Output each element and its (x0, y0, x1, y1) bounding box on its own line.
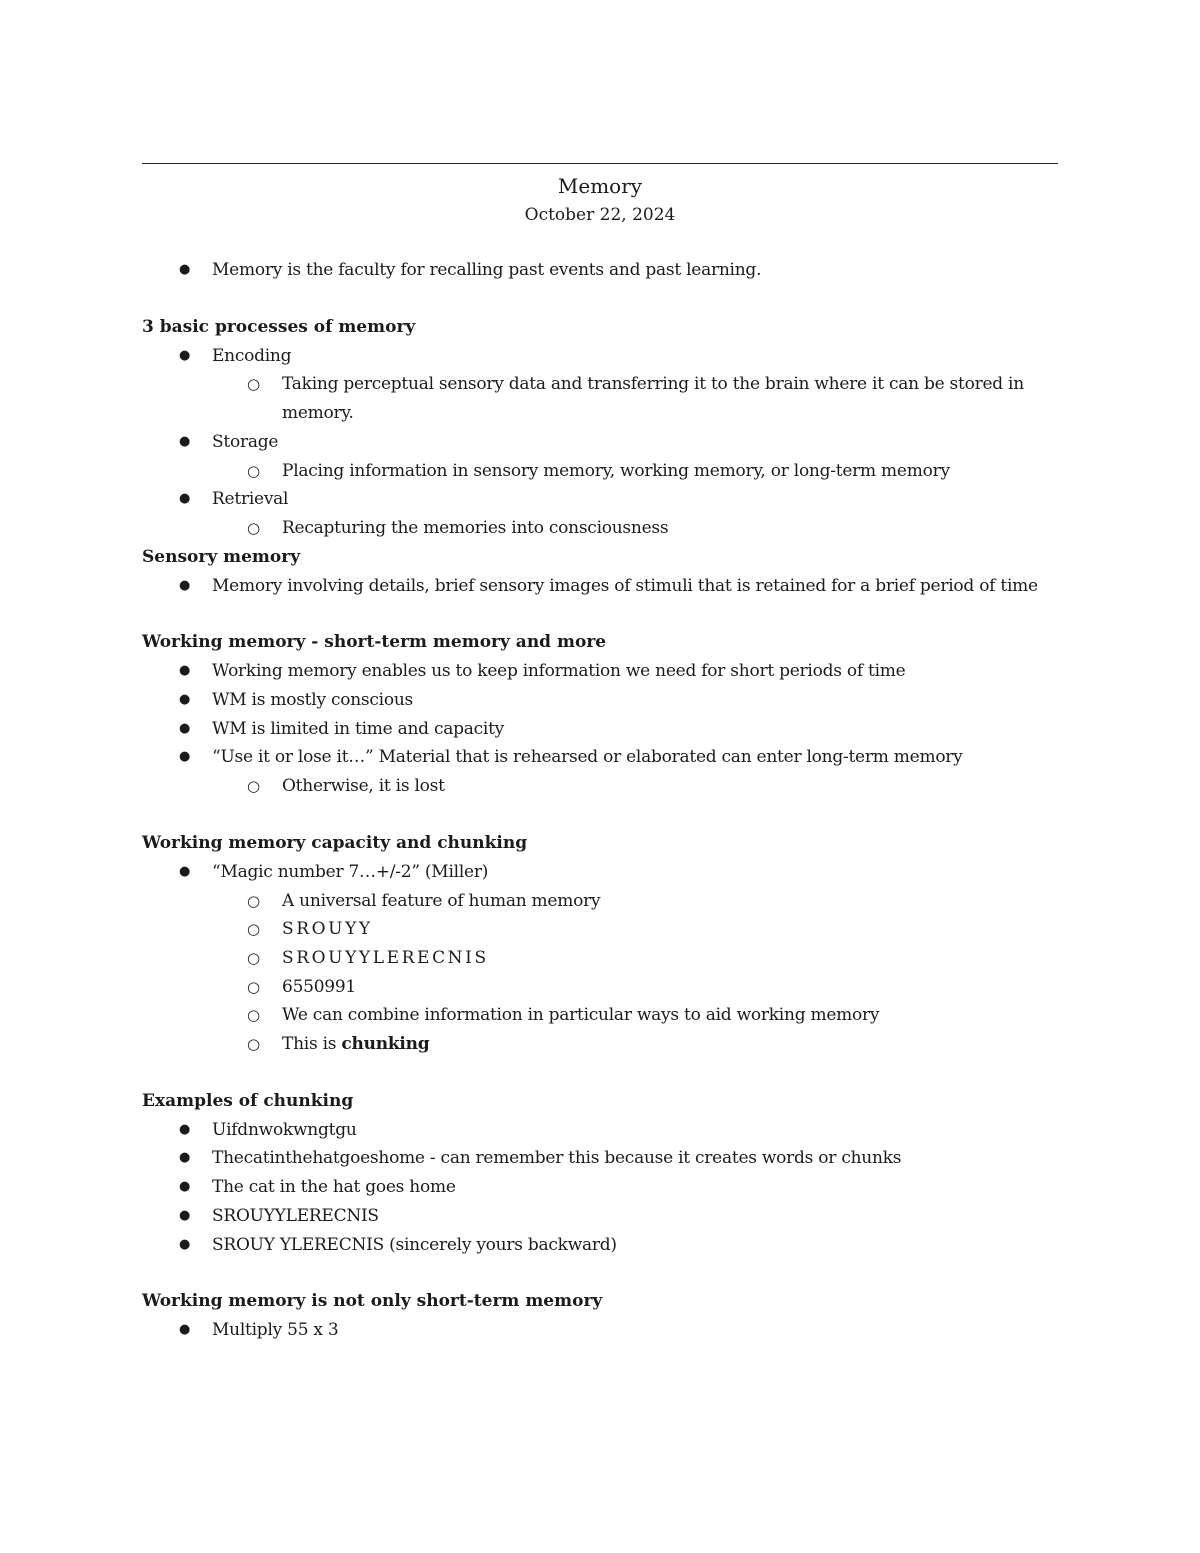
hollow-bullet-icon: ○ (247, 375, 260, 394)
filled-bullet-icon: ● (179, 663, 191, 679)
chunking-term: chunking (341, 1034, 430, 1055)
filled-bullet-icon: ● (179, 1179, 191, 1195)
hollow-bullet-icon: ○ (247, 1035, 260, 1054)
section-heading-examples: Examples of chunking (142, 1090, 354, 1111)
filled-bullet-icon: ● (179, 863, 191, 879)
filled-bullet-icon: ● (179, 433, 191, 449)
list-item: ● Storage (142, 428, 1058, 457)
list-item: ● The cat in the hat goes home (142, 1173, 1058, 1202)
filled-bullet-icon: ● (179, 1150, 191, 1166)
list-item: ● “Magic number 7…+/-2” (Miller) (142, 858, 1058, 887)
list-item: ● Encoding (142, 342, 1058, 371)
list-item: ● SROUY YLERECNIS (sincerely yours backward) (142, 1231, 1058, 1260)
filled-bullet-icon: ● (179, 491, 191, 507)
header-rule (142, 163, 1058, 164)
list-item: ● Multiply 55 x 3 (142, 1316, 1058, 1345)
hollow-bullet-icon: ○ (247, 891, 260, 910)
list-item: ● SROUYYLERECNIS (142, 1202, 1058, 1231)
sub-list-item: ○ This is chunking (142, 1030, 1058, 1059)
section-heading-sensory: Sensory memory (142, 546, 301, 567)
section-heading-not-only: Working memory is not only short-term memory (142, 1291, 603, 1312)
filled-bullet-icon: ● (179, 1322, 191, 1338)
intro-list (142, 256, 1058, 285)
list-item: ● WM is limited in time and capacity (142, 715, 1058, 744)
capacity-list (142, 858, 1058, 1059)
list-item: ● Memory is the faculty for recalling past events and past learning. (142, 256, 1058, 285)
hollow-bullet-icon: ○ (247, 948, 260, 967)
filled-bullet-icon: ● (179, 749, 191, 765)
page-title: Memory (557, 174, 643, 198)
sub-list-item: ○ Taking perceptual sensory data and transferring it to the brain where it can be stored in memory. (142, 370, 1058, 427)
list-item: ● WM is mostly conscious (142, 686, 1058, 715)
filled-bullet-icon: ● (179, 347, 191, 363)
sub-list-item: ○ We can combine information in particular ways to aid working memory (142, 1001, 1058, 1030)
list-item: ● Thecatinthehatgoeshome - can remember this because it creates words or chunks (142, 1144, 1058, 1173)
section-heading-working: Working memory - short-term memory and more (142, 632, 607, 653)
list-item: ● “Use it or lose it…” Material that is rehearsed or elaborated can enter long-term memory (142, 743, 1058, 772)
sub-list-item: ○ 6550991 (142, 973, 1058, 1002)
filled-bullet-icon: ● (179, 262, 191, 277)
filled-bullet-icon: ● (179, 692, 191, 708)
list-item: ● Retrieval (142, 485, 1058, 514)
processes-list (142, 342, 1058, 543)
hollow-bullet-icon: ○ (247, 461, 260, 480)
section-heading-processes: 3 basic processes of memory (142, 316, 416, 337)
hollow-bullet-icon: ○ (247, 518, 260, 537)
page-date: October 22, 2024 (524, 205, 676, 225)
list-item: ● Working memory enables us to keep information we need for short periods of time (142, 657, 1058, 686)
sub-list-item: ○ SROUYYLERECNIS (142, 944, 1058, 973)
hollow-bullet-icon: ○ (247, 920, 260, 939)
sub-list-item: ○ SROUYY (142, 915, 1058, 944)
sub-list-item: ○ Otherwise, it is lost (142, 772, 1058, 801)
filled-bullet-icon: ● (179, 720, 191, 736)
working-list (142, 657, 1058, 801)
sub-list-item: ○ Recapturing the memories into consciousness (142, 514, 1058, 543)
filled-bullet-icon: ● (179, 577, 191, 593)
list-item: ● Uifdnwokwngtgu (142, 1116, 1058, 1145)
not-only-list (142, 1316, 1058, 1345)
sensory-list (142, 572, 1058, 601)
list-item: ● Memory involving details, brief sensory images of stimuli that is retained for a brief period of time (142, 572, 1058, 601)
hollow-bullet-icon: ○ (247, 977, 260, 996)
sub-list-item: ○ Placing information in sensory memory, working memory, or long-term memory (142, 457, 1058, 486)
sub-list-item: ○ A universal feature of human memory (142, 887, 1058, 916)
hollow-bullet-icon: ○ (247, 777, 260, 796)
section-heading-capacity: Working memory capacity and chunking (142, 832, 528, 853)
hollow-bullet-icon: ○ (247, 1006, 260, 1025)
examples-list (142, 1116, 1058, 1260)
filled-bullet-icon: ● (179, 1207, 191, 1223)
filled-bullet-icon: ● (179, 1121, 191, 1137)
filled-bullet-icon: ● (179, 1236, 191, 1252)
document-body (142, 163, 1058, 1345)
